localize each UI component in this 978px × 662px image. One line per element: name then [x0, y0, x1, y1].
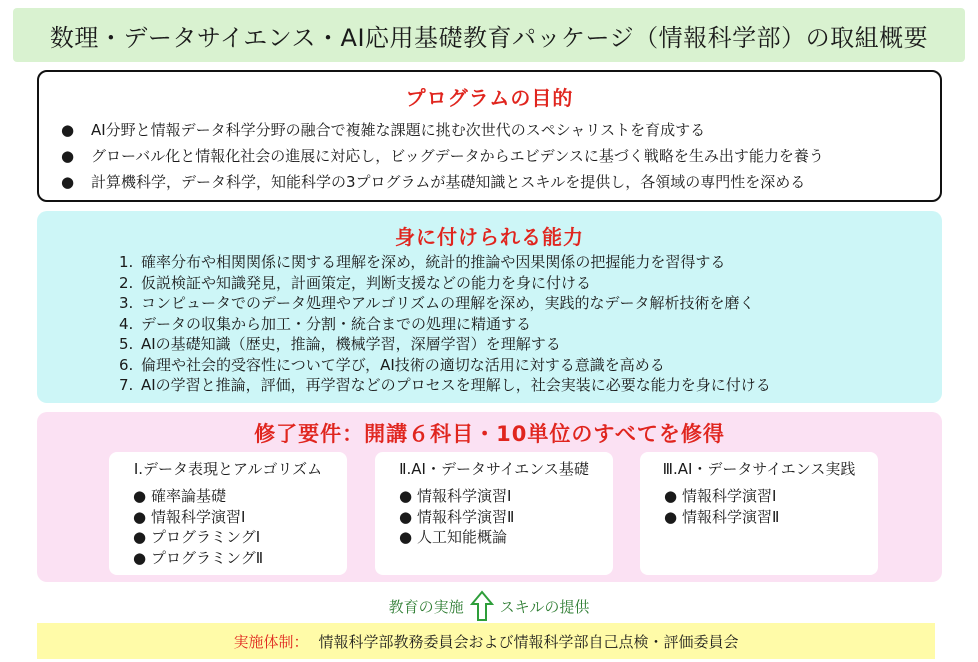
list-item [119, 252, 942, 273]
list-item [119, 375, 942, 396]
bullet-icon: ● [61, 173, 75, 191]
list-item [119, 334, 942, 355]
bullet-icon: ● [399, 487, 413, 505]
list-item [119, 293, 942, 314]
course-name: 情報科学演習Ⅰ [417, 487, 512, 505]
course-group-title: Ⅰ.データ表現とアルゴリズム [133, 460, 323, 478]
item-number: 7. [119, 376, 134, 394]
course-group-card [109, 452, 347, 575]
course-name: 情報科学演習Ⅱ [682, 507, 780, 526]
course-name: 確率論基礎 [151, 487, 227, 505]
bullet-icon: ● [133, 548, 147, 567]
list-item [61, 169, 940, 195]
item-number: 6. [119, 355, 134, 374]
abilities-heading: 身に付けられる能力 [395, 225, 584, 249]
purpose-item-text: 計算機科学，データ科学，知能科学の3プログラムが基礎知識とスキルを提供し，各領域の専門性を深める [91, 173, 806, 191]
bullet-icon: ● [133, 507, 147, 526]
course-list [650, 486, 868, 527]
ability-text: データの収集から加工・分割・統合までの処理に精通する [141, 314, 532, 333]
course-group-card [640, 452, 878, 575]
bullet-icon: ● [133, 487, 147, 505]
abilities-list [37, 252, 942, 396]
list-item [133, 527, 337, 548]
item-number: 4. [119, 314, 134, 333]
course-list [385, 486, 603, 548]
list-item [399, 527, 603, 548]
bullet-icon: ● [664, 507, 678, 526]
education-implementation-label: 教育の実施 [388, 597, 464, 616]
program-purpose-panel [37, 70, 942, 202]
course-group-card [375, 452, 613, 575]
item-number: 1. [119, 253, 134, 271]
requirements-heading: 修了要件：開講６科目・10単位のすべてを修得 [254, 422, 725, 446]
purpose-heading: プログラムの目的 [405, 86, 574, 110]
course-group-title: Ⅱ.AI・データサイエンス基礎 [399, 460, 589, 478]
bullet-icon: ● [399, 507, 413, 526]
flow-indicator [0, 586, 978, 626]
list-item [399, 507, 603, 528]
purpose-item-text: グローバル化と情報化社会の進展に対応し，ビッグデータからエビデンスに基づく戦略を生み出す能力を養う [91, 147, 824, 165]
list-item [664, 507, 868, 528]
course-name: プログラミングⅡ [151, 548, 264, 567]
abilities-panel [37, 211, 942, 403]
ability-text: AIの学習と推論，評価，再学習などのプロセスを理解し，社会実装に必要な能力を身に付ける [141, 376, 771, 394]
item-number: 3. [119, 294, 134, 312]
course-name: 人工知能概論 [417, 528, 508, 546]
list-item [61, 143, 940, 169]
ability-text: 仮説検証や知識発見，計画策定，判断支援などの能力を身に付ける [141, 273, 592, 292]
ability-text: 倫理や社会的受容性について学び，AI技術の適切な活用に対する意識を高める [141, 355, 665, 374]
page-title: 数理・データサイエンス・AI応用基礎教育パッケージ（情報科学部）の取組概要 [13, 8, 965, 62]
implementation-system-bar [37, 623, 935, 659]
purpose-list [39, 117, 940, 195]
ability-text: AIの基礎知識（歴史，推論，機械学習，深層学習）を理解する [141, 335, 561, 353]
course-group-title: Ⅲ.AI・データサイエンス実践 [662, 460, 856, 478]
implementation-system-text: 情報科学部教務委員会および情報科学部自己点検・評価委員会 [318, 632, 739, 651]
up-arrow-icon [470, 590, 494, 622]
list-item [119, 314, 942, 335]
list-item [399, 486, 603, 507]
list-item [664, 486, 868, 507]
bullet-icon: ● [61, 147, 75, 165]
item-number: 5. [119, 335, 134, 353]
course-name: 情報科学演習Ⅰ [682, 487, 777, 505]
purpose-item-text: AI分野と情報データ科学分野の融合で複雑な課題に挑む次世代のスペシャリストを育成する [91, 121, 706, 139]
ability-text: 確率分布や相関関係に関する理解を深め，統計的推論や因果関係の把握能力を習得する [141, 253, 726, 271]
list-item [133, 548, 337, 569]
list-item [119, 355, 942, 376]
completion-requirements-panel [37, 412, 942, 582]
course-name: 情報科学演習Ⅰ [151, 507, 246, 526]
bullet-icon: ● [133, 528, 147, 546]
item-number: 2. [119, 273, 134, 292]
list-item [133, 507, 337, 528]
bullet-icon: ● [61, 121, 75, 139]
ability-text: コンピュータでのデータ処理やアルゴリズムの理解を深め，実践的なデータ解析技術を磨く [141, 294, 755, 312]
bullet-icon: ● [664, 487, 678, 505]
list-item [119, 273, 942, 294]
list-item [133, 486, 337, 507]
course-list [119, 486, 337, 568]
bullet-icon: ● [399, 528, 413, 546]
course-name: 情報科学演習Ⅱ [417, 507, 515, 526]
course-name: プログラミングⅠ [151, 528, 261, 546]
skill-provision-label: スキルの提供 [499, 597, 590, 616]
implementation-system-label: 実施体制： [233, 632, 309, 651]
list-item [61, 117, 940, 143]
